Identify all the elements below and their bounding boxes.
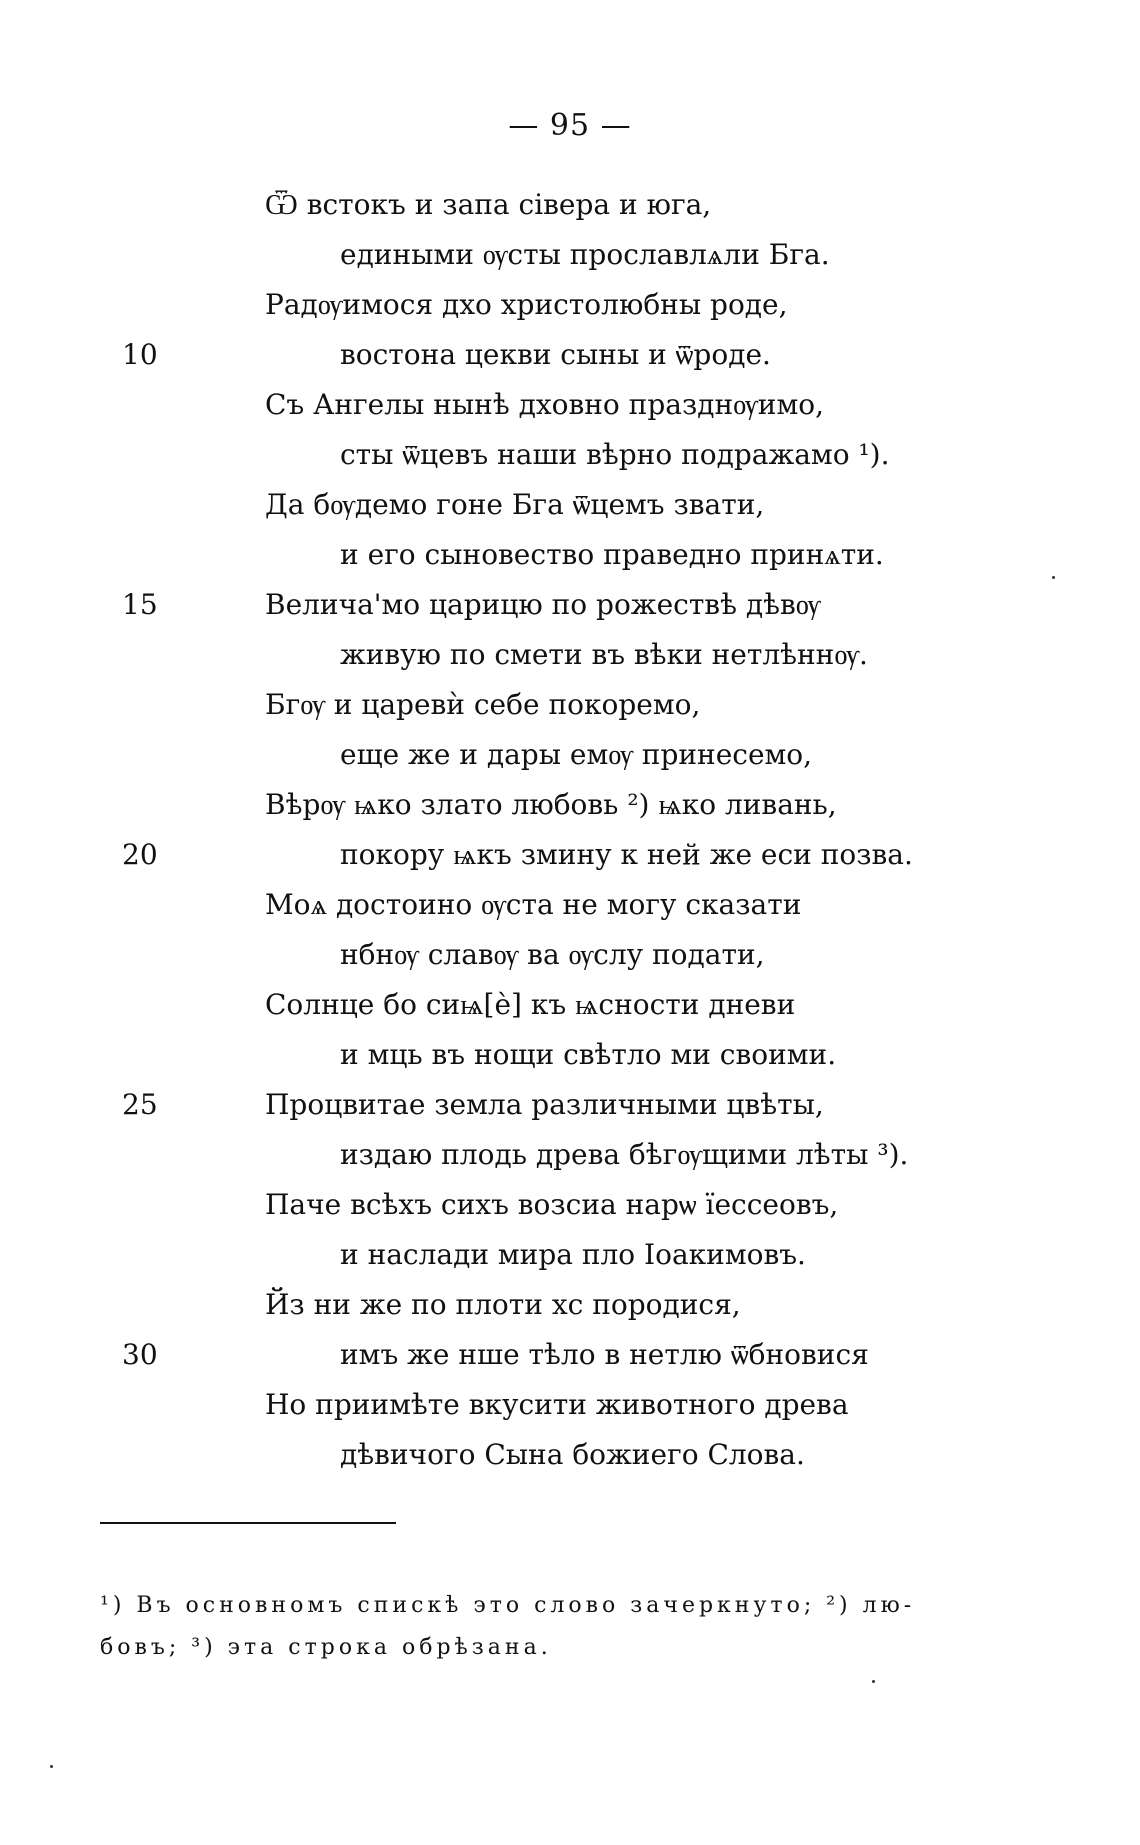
poem-line-text: едиными ѹсты прославлѧли Бга. (340, 238, 830, 271)
poem-line-text: и наслади мира пло Іоакимовъ. (340, 1238, 806, 1271)
poem-line-text: Паче всѣхъ сихъ возсиа нарѡ їессеовъ, (265, 1188, 839, 1221)
poem-line-text: и его сыновество праведно принѧти. (340, 538, 884, 571)
poem-line-text: востона цекви сыны и ѿроде. (340, 338, 771, 371)
poem-line-text: Но приимѣте вкусити животного древа (265, 1388, 849, 1421)
print-speck (50, 1765, 53, 1768)
poem-line-text: Вѣрѹ ѩко злато любовь ²) ѩко ливань, (265, 788, 837, 821)
poem-line-text: Солнце бо сиѩ[ѐ] къ ѩсности дневи (265, 988, 796, 1021)
poem-line-text: Йз ни же по плоти хс породися, (265, 1288, 741, 1321)
poem-line-text: дѣвичого Сына божиего Слова. (340, 1438, 805, 1471)
poem-line-text: нбнѹ славѹ ва ѹслу подати, (340, 938, 765, 971)
poem-line-text: Да бѹдемо гоне Бга ѿцемъ звати, (265, 488, 765, 521)
poem-line-text: Ѿ встокъ и запа сівера и юга, (265, 188, 712, 221)
poem-line-text: Бгѹ и царевѝ себе покоремо, (265, 688, 701, 721)
footnote-line-1: ¹) Въ основномъ спискѣ это слово зачеркнуто; ²) лю- (100, 1593, 916, 1618)
poem-line-text: сты ѿцевъ наши вѣрно подражамо ¹). (340, 438, 890, 471)
print-speck (1052, 576, 1055, 579)
poem-line-text: еще же и дары емѹ принесемо, (340, 738, 813, 771)
line-number: 15 (122, 588, 158, 621)
poem-line-text: Велича'мо царицю по рожествѣ дѣвѹ (265, 588, 821, 621)
line-number: 10 (122, 338, 158, 371)
line-number: 25 (122, 1088, 158, 1121)
footnote-divider (100, 1522, 396, 1524)
poem-line-text: Процвитае земла различными цвѣты, (265, 1088, 824, 1121)
poem-line-text: Радѹимося дхо христолюбны роде, (265, 288, 788, 321)
poem-line-text: покору ѩкъ змину к ней же еси позва. (340, 838, 913, 871)
poem-line-text: имъ же нше тѣло в нетлю ѿбновися (340, 1338, 869, 1371)
line-number: 20 (122, 838, 158, 871)
page-number: — 95 — (508, 108, 632, 143)
footnotes (100, 1585, 1000, 1669)
line-number: 30 (122, 1338, 158, 1371)
poem-line-text: Съ Ангелы нынѣ дховно празднѹимо, (265, 388, 824, 421)
poem-line-text: Моѧ достоино ѹста не могу сказати (265, 888, 802, 921)
poem-line-text: живую по смети въ вѣки нетлѣннѹ. (340, 638, 868, 671)
poem-line-text: издаю плодь древа бѣгѹщими лѣты ³). (340, 1138, 909, 1171)
poem-line-text: и мць въ нощи свѣтло ми своими. (340, 1038, 837, 1071)
footnote-line-2: бовъ; ³) эта строка обрѣзана. (100, 1635, 552, 1660)
print-speck (872, 1680, 875, 1683)
